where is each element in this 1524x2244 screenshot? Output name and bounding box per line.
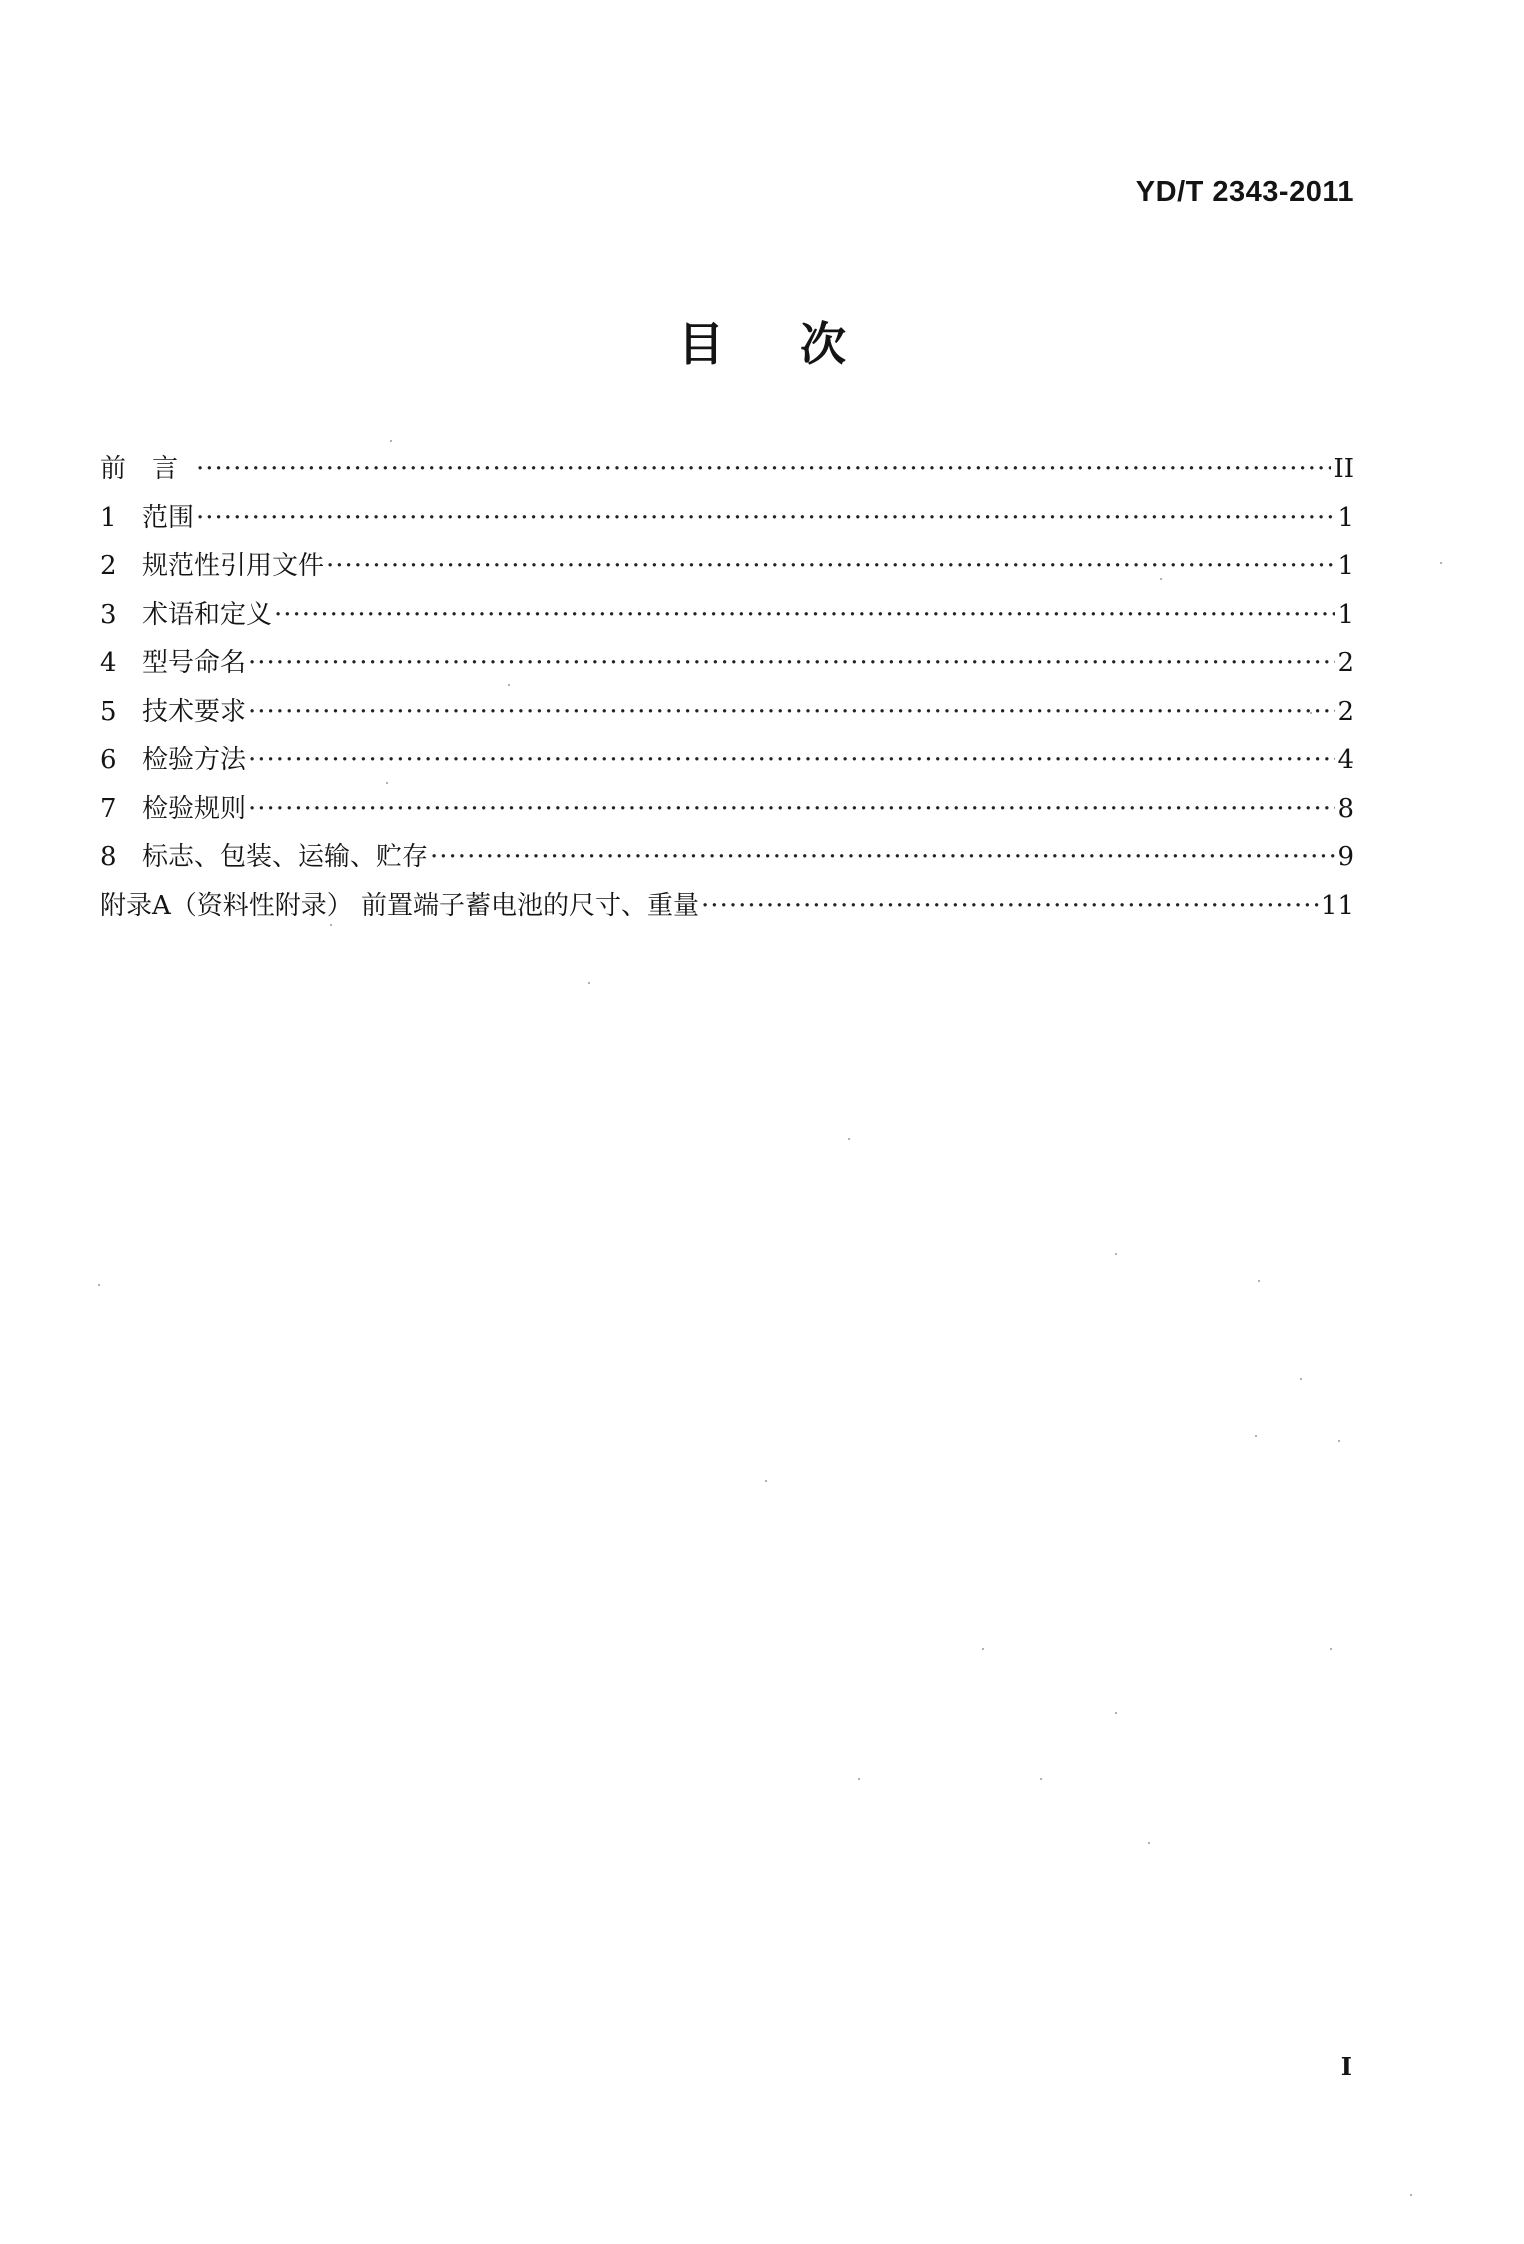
toc-entry-label: 范围	[142, 502, 195, 533]
scan-speck	[1300, 1378, 1302, 1380]
scan-speck	[765, 1480, 767, 1482]
toc-page-number: II	[1333, 454, 1354, 484]
toc-entry-label: 检验规则	[142, 793, 247, 824]
scan-speck	[390, 440, 392, 442]
toc-page-number: 1	[1337, 599, 1354, 630]
toc-entry-number: 3	[100, 599, 117, 630]
scan-speck	[1258, 1280, 1260, 1282]
toc-entry-label: 规范性引用文件	[142, 551, 325, 581]
toc-page-number: 8	[1337, 793, 1354, 824]
toc-entry-model-naming[interactable]	[100, 639, 1354, 688]
scan-speck	[98, 1284, 100, 1286]
scan-speck	[508, 684, 510, 686]
scan-speck	[982, 1648, 984, 1650]
scan-speck	[1310, 712, 1312, 714]
toc-dot-leader	[248, 785, 1335, 834]
scan-speck	[1040, 1778, 1042, 1780]
scan-speck	[1160, 578, 1162, 580]
toc-entry-label: 标志、包装、运输、贮存	[142, 842, 429, 872]
scan-speck	[588, 982, 590, 984]
scan-speck	[1410, 2194, 1412, 2196]
page-number: I	[1340, 2052, 1352, 2081]
toc-entry-scope[interactable]	[100, 494, 1354, 543]
toc-title: 目次	[678, 317, 922, 371]
toc-dot-leader	[274, 591, 1335, 640]
toc-dot-leader	[196, 445, 1331, 494]
toc-entry-foreword[interactable]	[100, 445, 1354, 494]
toc-page-number: 11	[1320, 890, 1354, 921]
toc-dot-leader	[701, 882, 1319, 931]
scan-speck	[1440, 562, 1442, 564]
scan-speck	[1255, 1435, 1257, 1437]
table-of-contents	[100, 445, 1354, 930]
toc-entry-label: 术语和定义	[142, 599, 273, 630]
scan-speck	[1330, 1648, 1332, 1650]
scan-speck	[858, 1778, 860, 1780]
toc-entry-terms-definitions[interactable]	[100, 591, 1354, 640]
toc-entry-number: 5	[100, 696, 117, 727]
toc-entry-number: 1	[100, 502, 117, 533]
toc-entry-label: 前言	[100, 454, 205, 484]
scan-speck	[386, 782, 388, 784]
toc-entry-marking-packaging[interactable]	[100, 833, 1354, 882]
toc-dot-leader	[430, 833, 1335, 882]
toc-page-number: 2	[1337, 696, 1354, 727]
toc-page-number: 1	[1337, 502, 1354, 533]
toc-dot-leader	[248, 639, 1335, 688]
toc-entry-label: 附录A（资料性附录） 前置端子蓄电池的尺寸、重量	[100, 890, 700, 921]
scan-speck	[1115, 1253, 1117, 1255]
toc-entry-number: 2	[100, 551, 117, 581]
toc-entry-number: 6	[100, 745, 117, 775]
toc-entry-number: 4	[100, 648, 117, 678]
toc-dot-leader	[248, 736, 1335, 785]
toc-page-number: 9	[1337, 842, 1354, 872]
toc-page-number: 1	[1337, 551, 1354, 581]
toc-entry-label: 检验方法	[142, 745, 247, 775]
document-number: YD/T 2343-2011	[1135, 176, 1354, 208]
toc-entry-number: 8	[100, 842, 117, 872]
toc-entry-normative-references[interactable]	[100, 542, 1354, 591]
scan-speck	[1338, 1440, 1340, 1442]
scan-speck	[1115, 1712, 1117, 1714]
toc-page-number: 4	[1337, 745, 1354, 775]
toc-dot-leader	[248, 688, 1335, 737]
toc-entry-inspection-rules[interactable]	[100, 785, 1354, 834]
toc-dot-leader	[326, 542, 1335, 591]
toc-entry-technical-requirements[interactable]	[100, 688, 1354, 737]
toc-entry-test-methods[interactable]	[100, 736, 1354, 785]
toc-dot-leader	[196, 494, 1335, 543]
toc-entry-number: 7	[100, 793, 117, 824]
toc-entry-label: 技术要求	[142, 696, 247, 727]
toc-entry-label: 型号命名	[142, 648, 247, 678]
scan-speck	[1148, 1842, 1150, 1844]
toc-page-number: 2	[1337, 648, 1354, 678]
toc-entry-annex-a[interactable]	[100, 882, 1354, 931]
scan-speck	[330, 924, 332, 926]
scan-speck	[848, 1138, 850, 1140]
